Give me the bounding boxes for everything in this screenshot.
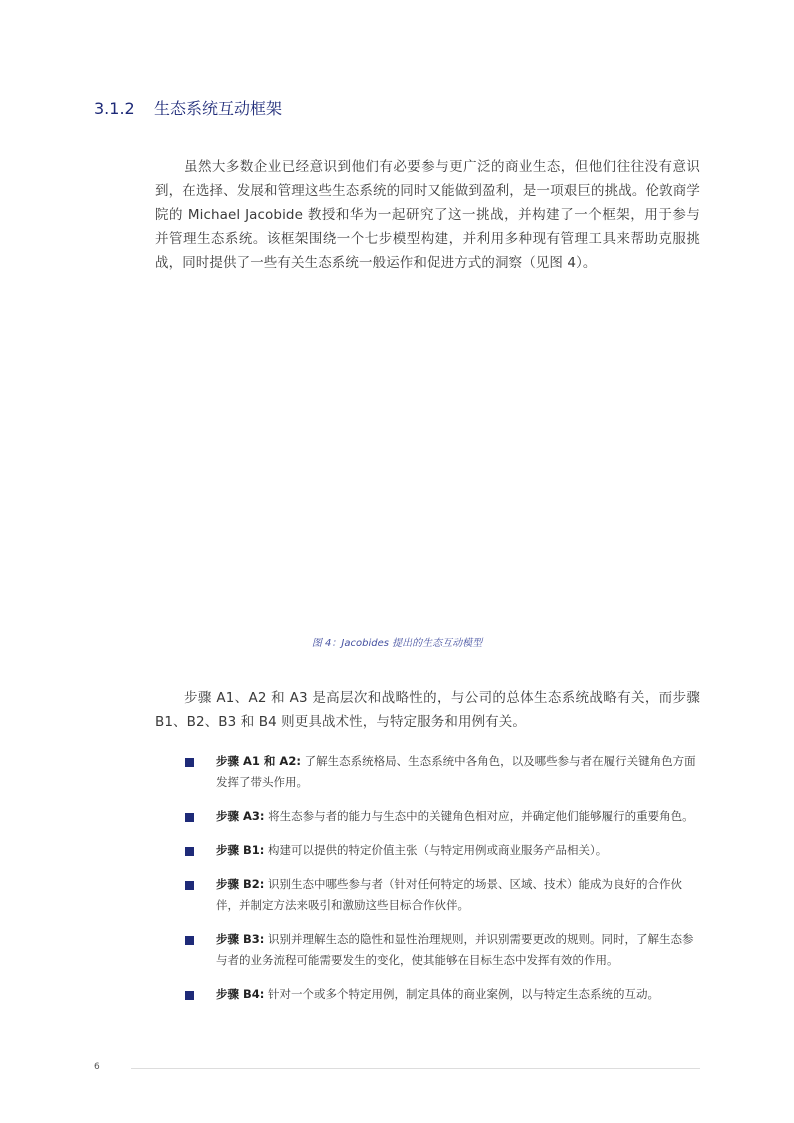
- step-label: 步骤 B2:: [216, 877, 265, 891]
- step-description: 识别并理解生态的隐性和显性治理规则，并识别需要更改的规则。同时，了解生态参与者的业务流程可能需要发生的变化，使其能够在目标生态中发挥有效的作用。: [216, 932, 694, 967]
- list-item: [185, 984, 705, 1005]
- list-item: [185, 874, 705, 916]
- square-bullet-icon: [185, 881, 194, 890]
- step-label: 步骤 B4:: [216, 987, 265, 1001]
- step-description: 识别生态中哪些参与者（针对任何特定的场景、区域、技术）能成为良好的合作伙伴，并制定方法来吸引和激励这些目标合作伙伴。: [216, 877, 683, 912]
- intro-paragraph: 虽然大多数企业已经意识到他们有必要参与更广泛的商业生态，但他们往往没有意识到，在选择、发展和管理这些生态系统的同时又能做到盈利，是一项艰巨的挑战。伦敦商学院的 Michael Jacobide 教授和华为一起研究了这一挑战，并构建了一个框架，用于参与并管理生态系统。该框架围绕一个七步模型构建，并利用多种现有管理工具来帮助克服挑战，同时提供了一些有关生态系统一般运作和促进方式的洞察（见图 4）。: [155, 159, 700, 271]
- page-number: 6: [94, 1062, 100, 1072]
- section-heading: [94, 96, 282, 119]
- step-label: 步骤 B3:: [216, 932, 265, 946]
- square-bullet-icon: [185, 813, 194, 822]
- figure-caption: 图 4：Jacobides 提出的生态互动模型: [311, 638, 483, 649]
- square-bullet-icon: [185, 758, 194, 767]
- step-description: 将生态参与者的能力与生态中的关键角色相对应，并确定他们能够履行的重要角色。: [264, 809, 694, 823]
- square-bullet-icon: [185, 847, 194, 856]
- list-item: [185, 806, 705, 827]
- step-label: 步骤 B1:: [216, 843, 265, 857]
- steps-paragraph: 步骤 A1、A2 和 A3 是高层次和战略性的，与公司的总体生态系统战略有关，而步骤 B1、B2、B3 和 B4 则更具战术性，与特定服务和用例有关。: [155, 690, 700, 730]
- step-label: 步骤 A3:: [216, 809, 265, 823]
- section-title: 生态系统互动框架: [154, 99, 283, 118]
- steps-list: [185, 751, 705, 1018]
- square-bullet-icon: [185, 936, 194, 945]
- step-label: 步骤 A1 和 A2:: [216, 754, 301, 768]
- list-item: [185, 840, 705, 861]
- step-description: 针对一个或多个特定用例，制定具体的商业案例，以与特定生态系统的互动。: [264, 987, 660, 1001]
- step-description: 了解生态系统格局、生态系统中各角色，以及哪些参与者在履行关键角色方面发挥了带头作用。: [216, 754, 696, 789]
- footer-divider: [131, 1068, 700, 1069]
- list-item: [185, 751, 705, 793]
- list-item: [185, 929, 705, 971]
- step-description: 构建可以提供的特定价值主张（与特定用例或商业服务产品相关）。: [264, 843, 608, 857]
- square-bullet-icon: [185, 991, 194, 1000]
- section-number: 3.1.2: [94, 99, 135, 118]
